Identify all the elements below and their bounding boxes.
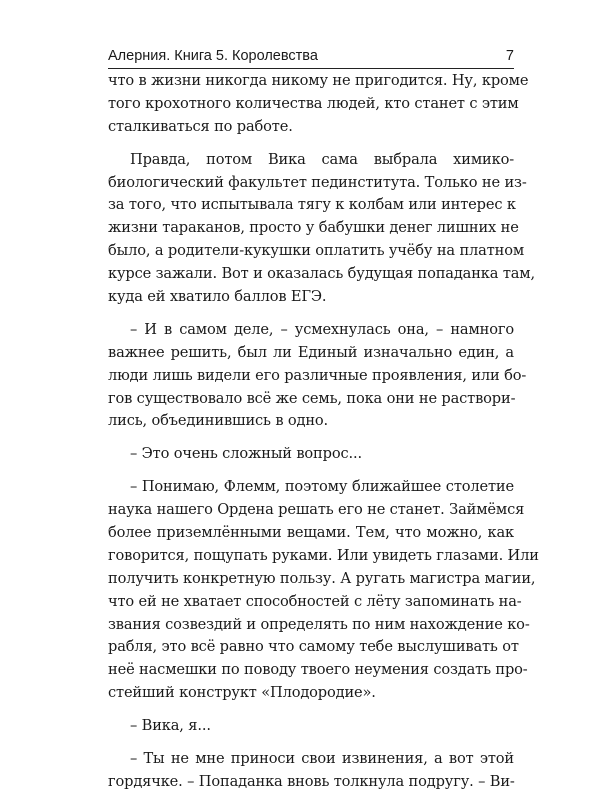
page-body-text: [108, 70, 539, 804]
paragraph: [108, 319, 527, 433]
text-line: лись, объединившись в одно.: [108, 412, 329, 430]
paragraph: [108, 443, 514, 466]
text-line: было, а родители-кукушки оплатить учёбу на платном: [108, 242, 525, 260]
text-line: важнее решить, был ли Единый изначально един, а: [108, 343, 514, 361]
text-line: говорится, пощупать руками. Или увидеть глазами. Или: [108, 546, 539, 564]
paragraph: [108, 748, 514, 794]
text-line: – И в самом деле, – усмехнулась она, – намного: [130, 320, 514, 338]
running-title: Алерния. Книга 5. Королевства: [108, 48, 318, 64]
text-line: – Вика, я...: [130, 717, 211, 735]
text-line: – Это очень сложный вопрос...: [130, 445, 362, 463]
paragraph: [108, 149, 535, 309]
text-line: люди лишь видели его различные проявления, или бо-: [108, 366, 527, 384]
text-line: звания созвездий и определять по ним нахождение ко-: [108, 615, 530, 633]
running-header: [108, 44, 514, 69]
text-line: биологический факультет пединститута. Только не из-: [108, 173, 527, 191]
text-line: – Понимаю, Флемм, поэтому ближайшее столетие: [130, 478, 514, 496]
text-line: гордячке. – Попаданка вновь толкнула подругу. – Ви-: [108, 772, 515, 790]
text-line: курсе зажали. Вот и оказалась будущая попаданка там,: [108, 265, 535, 283]
text-line: что ей не хватает способностей с лёту запоминать на-: [108, 592, 522, 610]
text-line: что в жизни никогда никому не пригодится. Ну, кроме: [108, 72, 529, 89]
text-line: того крохотного количества людей, кто станет с этим: [108, 94, 519, 112]
text-line: сталкиваться по работе.: [108, 117, 293, 135]
paragraph: [108, 715, 514, 738]
paragraph: [108, 70, 529, 139]
text-line: наука нашего Ордена решать его не станет. Займёмся: [108, 501, 525, 519]
text-line: жизни тараканов, просто у бабушки денег лишних не: [108, 219, 519, 237]
text-line: получить конкретную пользу. А ругать магистра магии,: [108, 569, 536, 587]
text-line: гов существовало всё же семь, пока они не раствори-: [108, 389, 516, 407]
text-line: неё насмешки по поводу твоего неумения создать про-: [108, 661, 528, 679]
text-line: рабля, это всё равно что самому тебе выслушивать от: [108, 638, 519, 656]
text-line: – Ты не мне приноси свои извинения, а вот этой: [130, 750, 514, 768]
text-line: стейший конструкт «Плодородие».: [108, 684, 376, 702]
paragraph: [108, 476, 539, 705]
text-line: куда ей хватило баллов ЕГЭ.: [108, 288, 327, 306]
page-number: 7: [505, 48, 514, 64]
text-line: Правда, потом Вика сама выбрала химико-: [130, 150, 514, 168]
text-line: более приземлёнными вещами. Тем, что можно, как: [108, 524, 514, 542]
text-line: за того, что испытывала тягу к колбам или интерес к: [108, 196, 516, 214]
